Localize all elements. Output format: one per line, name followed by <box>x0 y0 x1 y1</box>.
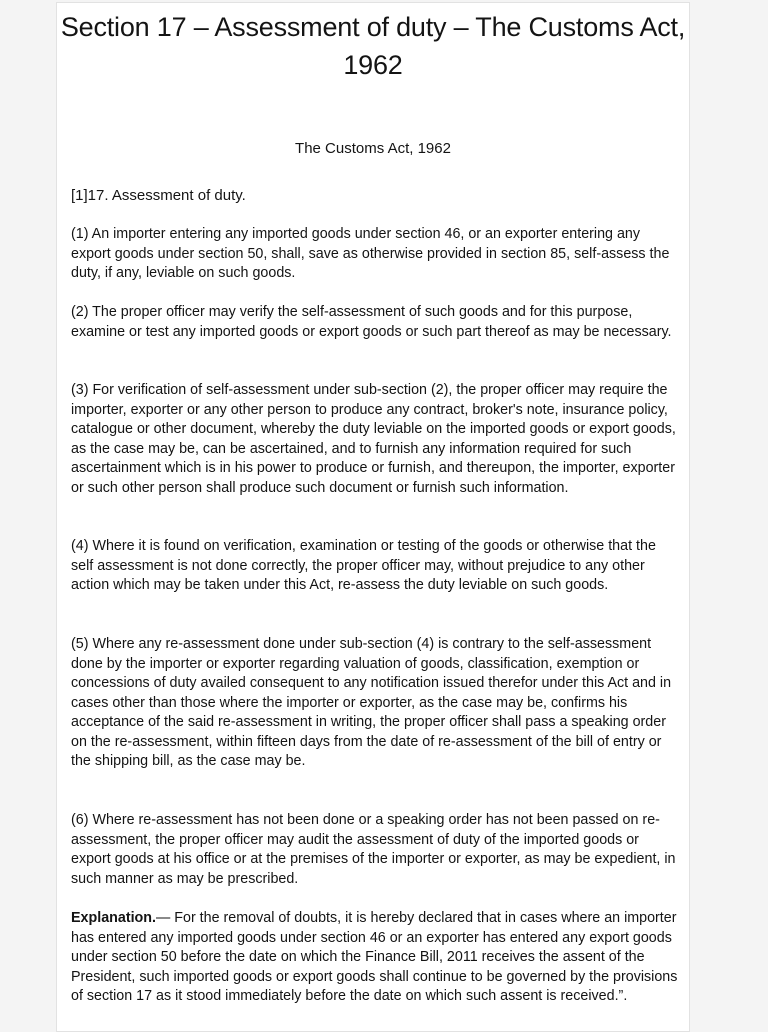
subsection-6: (6) Where re-assessment has not been done or a speaking order has not been passed on re-assessment, the proper officer may audit the assessment of duty of the imported goods or export goods at his office or at the premises of the importer or exporter, as may be expedient, in such manner as may be prescribed. <box>71 812 676 887</box>
subsection-4: (4) Where it is found on verification, examination or testing of the goods or otherwise that the self assessment is not done correctly, the proper officer may, without prejudice to any other action which may be taken under this Act, re-assess the duty leviable on such goods. <box>71 538 656 593</box>
explanation-text: — For the removal of doubts, it is hereby declared that in cases where an importer has entered any imported goods under section 46 or an exporter has entered any export goods under section 50 before the date on which the Finance Bill, 2011 receives the assent of the President, such imported goods or export goods shall continue to be governed by the provisions of section 17 as it stood immediately before the date on which such assent is received.”. <box>71 910 678 1004</box>
subsection-3: (3) For verification of self-assessment under sub-section (2), the proper officer may require the importer, exporter or any other person to produce any contract, broker's note, insurance policy, catalogue or other document, whereby the duty leviable on the imported goods or export goods, as the case may be, can be ascertained, and to furnish any information required for such ascertainment which is in his power to produce or furnish, and thereupon, the importer, exporter or such other person shall produce such document or furnish such information. <box>71 382 676 496</box>
page-title: Section 17 – Assessment of duty – The Customs Act, 1962 <box>60 12 686 80</box>
explanation-label: Explanation. <box>71 910 156 926</box>
subsection-5: (5) Where any re-assessment done under sub-section (4) is contrary to the self-assessment done by the importer or exporter regarding valuation of goods, classification, exemption or concessions of duty availed consequent to any notification issued therefor under this Act and in cases other than those where the importer or exporter, as the case may be, confirms his acceptance of the said re-assessment in writing, the proper officer shall pass a speaking order on the re-assessment, within fifteen days from the date of re-assessment of the bill of entry or the shipping bill, as the case may be. <box>71 636 672 769</box>
explanation-paragraph <box>71 909 681 1007</box>
section-heading: [1]17. Assessment of duty. <box>71 187 246 204</box>
subsection-1: (1) An importer entering any imported goods under section 46, or an exporter entering any export goods under section 50, shall, save as otherwise provided in section 85, self-assess the duty, if any, leviable on such goods. <box>71 226 670 281</box>
subsection-2: (2) The proper officer may verify the self-assessment of such goods and for this purpose, examine or test any imported goods or export goods or such part thereof as may be necessary. <box>71 304 672 340</box>
act-subtitle: The Customs Act, 1962 <box>295 140 451 157</box>
